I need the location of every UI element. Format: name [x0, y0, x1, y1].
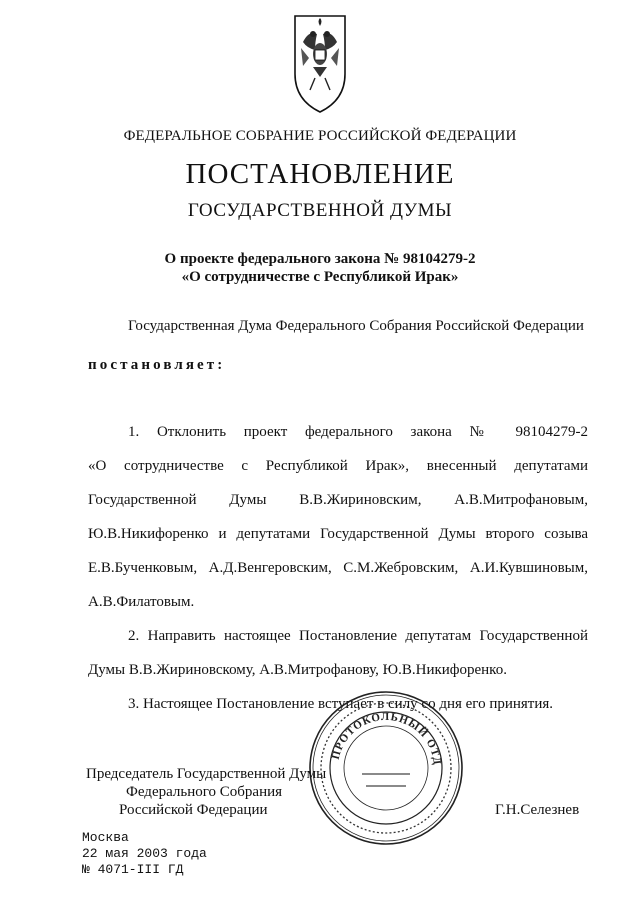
item1-line: А.В.Филатовым. [88, 594, 195, 610]
item2-line: 2. Направить настоящее Постановление депутатам Государственной [128, 628, 588, 644]
item1-line: Е.В.Бученковым, А.Д.Венгеровским, С.М.Жебровским, А.И.Кувшиновым, [88, 560, 588, 576]
signature-position-line-1: Председатель Государственной Думы [86, 766, 327, 782]
item2-line: Думы В.В.Жириновскому, А.В.Митрофанову, Ю.В.Никифоренко. [88, 662, 507, 678]
item1-line: «О сотрудничестве с Республикой Ирак», внесенный депутатами [88, 458, 588, 474]
stamp-text: ПРОТОКОЛЬНЫЙ ОТД [329, 710, 444, 767]
preamble-text: Государственная Дума Федерального Собрания Российской Федерации [128, 318, 584, 334]
signature-position-line-2: Федерального Собрания [126, 784, 283, 800]
document-title: ПОСТАНОВЛЕНИЕ [185, 158, 455, 190]
subject-line-1: О проекте федерального закона № 98104279-2 [164, 251, 476, 267]
signatory-name: Г.Н.Селезнев [495, 802, 580, 818]
document-subtitle: ГОСУДАРСТВЕННОЙ ДУМЫ [187, 200, 453, 221]
svg-text:ПРОТОКОЛЬНЫЙ ОТДЕЛ [306, 688, 443, 766]
round-seal-icon [306, 688, 466, 848]
footer-number: № 4071-III ГД [82, 862, 184, 877]
subject-block [0, 250, 640, 286]
item1-line: Ю.В.Никифоренко и депутатами Государственной Думы второго созыва [88, 526, 588, 542]
footer-date: 22 мая 2003 года [82, 846, 207, 861]
organization-heading: ФЕДЕРАЛЬНОЕ СОБРАНИЕ РОССИЙСКОЙ ФЕДЕРАЦИИ [123, 128, 517, 144]
resolves-text: постановляет: [88, 357, 226, 373]
footer-city: Москва [82, 830, 129, 845]
item1-line: Государственной Думы В.В.Жириновским, А.В.Митрофановым, [88, 492, 588, 508]
coat-of-arms-icon [291, 12, 349, 116]
signature-position-line-3: Российской Федерации [119, 802, 268, 818]
item1-line: 1. Отклонить проект федерального закона № 98104279-2 [128, 424, 588, 440]
item3-text: 3. Настоящее Постановление вступает в силу со дня его принятия. [128, 696, 554, 712]
subject-line-2: «О сотрудничестве с Республикой Ирак» [181, 269, 459, 285]
